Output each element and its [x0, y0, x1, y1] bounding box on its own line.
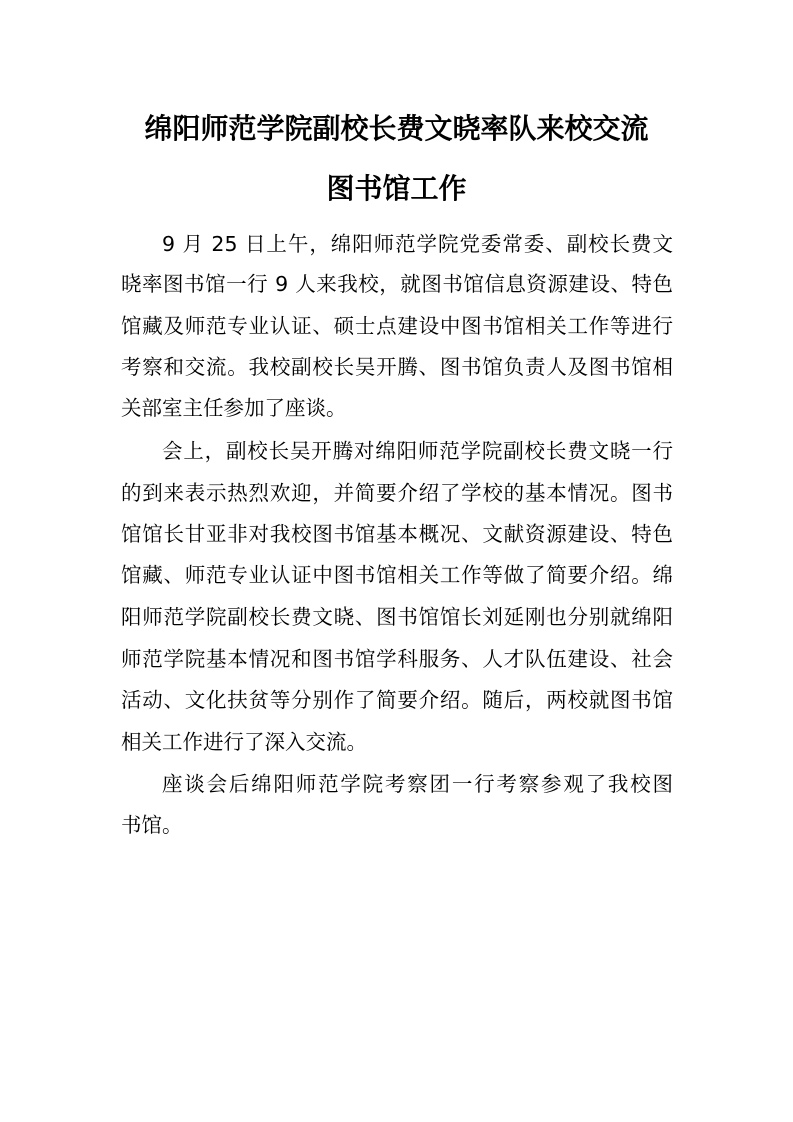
paragraph-2-line-1: 会上，副校长吴开腾对绵阳师范学院副校长费文晓一行: [162, 439, 673, 463]
paragraph-1-line-4: 考察和交流。我校副校长吴开腾、图书馆负责人及图书馆相: [121, 355, 673, 379]
paragraph-1-line-5: 关部室主任参加了座谈。: [121, 396, 347, 420]
paragraph-1-line-2: 晓率图书馆一行 9 人来我校，就图书馆信息资源建设、特色: [121, 272, 673, 296]
paragraph-2-line-8: 相关工作进行了深入交流。: [121, 730, 367, 754]
paragraph-2-line-6: 师范学院基本情况和图书馆学科服务、人才队伍建设、社会: [121, 647, 673, 671]
paragraph-2-line-4: 馆藏、师范专业认证中图书馆相关工作等做了简要介绍。绵: [121, 563, 673, 587]
paragraph-1-line-1: 9 月 25 日上午，绵阳师范学院党委常委、副校长费文: [162, 232, 673, 256]
paragraph-1-line-3: 馆藏及师范专业认证、硕士点建设中图书馆相关工作等进行: [121, 314, 673, 338]
document-title-line-2: 图书馆工作: [326, 172, 467, 205]
paragraph-2-line-2: 的到来表示热烈欢迎，并简要介绍了学校的基本情况。图书: [121, 481, 673, 505]
paragraph-3-line-1: 座谈会后绵阳师范学院考察团一行考察参观了我校图: [162, 772, 673, 796]
paragraph-2-line-7: 活动、文化扶贫等分别作了简要介绍。随后，两校就图书馆: [121, 688, 673, 712]
document-title-line-1: 绵阳师范学院副校长费文晓率队来校交流: [144, 112, 649, 145]
paragraph-2-line-3: 馆馆长甘亚非对我校图书馆基本概况、文献资源建设、特色: [121, 522, 673, 546]
paragraph-2-line-5: 阳师范学院副校长费文晓、图书馆馆长刘延刚也分别就绵阳: [121, 605, 673, 629]
paragraph-3-line-2: 书馆。: [121, 813, 183, 837]
